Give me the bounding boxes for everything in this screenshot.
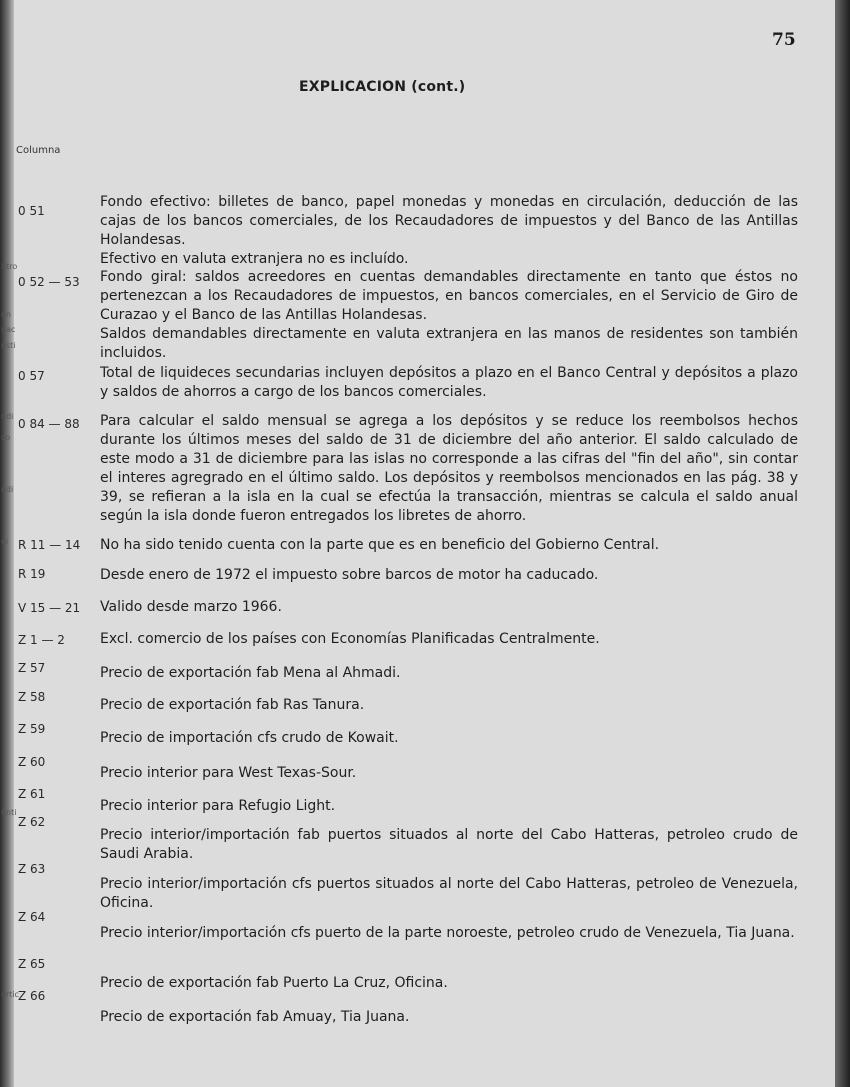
explanation-entry (100, 268, 798, 363)
explanation-entry: Precio de exportación fab Ras Tanura. (100, 697, 365, 713)
margin-fragment: nac (1, 325, 16, 334)
column-reference: Z 61 (18, 787, 46, 801)
column-reference: Z 1 — 2 (18, 633, 65, 647)
margin-fragment: ntro (1, 262, 18, 271)
column-reference: Z 65 (18, 957, 46, 971)
explanation-entry: Valido desde marzo 1966. (100, 599, 282, 615)
explanation-entry: Precio de importación cfs crudo de Kowait. (100, 730, 399, 746)
explanation-entry: Precio interior para Refugio Light. (100, 798, 336, 814)
explanation-entry (100, 364, 798, 402)
column-reference: V 15 — 21 (18, 601, 81, 615)
entry-paragraph: Total de liquideces secundarias incluyen depósitos a plazo en el Banco Central y depósitos a plazo y saldos de ahorros a cargo de los bancos comerciales. (100, 365, 798, 400)
column-reference: 0 57 (18, 369, 45, 383)
column-header: Columna (16, 145, 61, 156)
explanation-entry: Precio de exportación fab Puerto La Cruz, Oficina. (100, 975, 448, 991)
column-reference: R 19 (18, 567, 46, 581)
entry-paragraph: Fondo giral: saldos acreedores en cuentas demandables directamente en tanto que éstos no pertenezcan a los Recaudadores de impuestos, en bancos comerciales, en el Servicio de Giro de Curazao y el Banco de las Antillas Holandesas. (100, 269, 798, 323)
explanation-entry (100, 412, 798, 526)
entry-paragraph: Fondo efectivo: billetes de banco, papel monedas y monedas en circulación, deducción de las cajas de los bancos comerciales, de los Recaudadores de impuestos y del Banco de las Antillas Holandesas. (100, 194, 798, 248)
column-reference: Z 62 (18, 815, 46, 829)
explanation-entry (100, 193, 798, 269)
explanation-entry: Precio de exportación fab Mena al Ahmadi. (100, 665, 401, 681)
entry-paragraph: Efectivo en valuta extranjera no es incluído. (100, 251, 409, 267)
explanation-entry: No ha sido tenido cuenta con la parte que es en beneficio del Gobierno Central. (100, 537, 660, 553)
column-reference: 0 84 — 88 (18, 417, 80, 431)
page-number: 75 (772, 30, 796, 50)
column-reference: 0 52 — 53 (18, 275, 80, 289)
explanation-entry: Precio interior/importación fab puertos situados al norte del Cabo Hatteras, petroleo crudo de Saudi Arabia. (100, 827, 798, 862)
column-reference: R 11 — 14 (18, 538, 81, 552)
margin-fragment: ndi (1, 412, 14, 421)
explanation-entry: Desde enero de 1972 el impuesto sobre barcos de motor ha caducado. (100, 567, 599, 583)
column-reference: Z 57 (18, 661, 46, 675)
margin-fragment: edi (1, 485, 14, 494)
section-title: EXPLICACION (cont.) (299, 79, 466, 95)
column-reference: Z 60 (18, 755, 46, 769)
entry-paragraph: Para calcular el saldo mensual se agrega a los depósitos y se reduce los reembolsos hechos durante los últimos meses del saldo de 31 de diciembre del año anterior. El saldo calculado de este modo a 31 de diciembre para las islas no corresponde a las cifras del "fin del año", sin contar el interes agregrado en el último saldo. Los depósitos y reembolsos mencionados en las pág. 38 y 39, se refieran a la isla en la cual se efectúa la transacción, mientras se calcula el saldo anual según la isla donde fueron entregados los libretes de ahorro. (100, 413, 798, 524)
margin-fragment: ortic (1, 990, 19, 999)
column-reference: Z 63 (18, 862, 46, 876)
explanation-entry: Precio interior/importación cfs puertos situados al norte del Cabo Hatteras, petroleo de Venezuela, Oficina. (100, 876, 798, 911)
column-reference: Z 66 (18, 989, 46, 1003)
explanation-entry: Excl. comercio de los países con Economías Planificadas Centralmente. (100, 631, 600, 647)
column-reference: Z 59 (18, 722, 46, 736)
margin-fragment: en (1, 310, 11, 319)
margin-fragment: co (1, 433, 11, 442)
explanation-entry: Precio interior/importación cfs puerto de la parte noroeste, petroleo crudo de Venezuela, Tia Juana. (100, 925, 795, 941)
margin-fragment: esti (1, 341, 16, 350)
explanation-entry: Precio de exportación fab Amuay, Tia Juana. (100, 1009, 410, 1025)
entry-paragraph: Saldos demandables directamente en valuta extranjera en las manos de residentes son también incluidos. (100, 326, 798, 361)
margin-fragment: Enti (1, 808, 17, 817)
page-edge-shadow (835, 0, 850, 1087)
explanation-entry: Precio interior para West Texas-Sour. (100, 765, 357, 781)
column-reference: Z 64 (18, 910, 46, 924)
column-reference: 0 51 (18, 204, 45, 218)
column-reference: Z 58 (18, 690, 46, 704)
margin-fragment: ei (1, 537, 9, 546)
